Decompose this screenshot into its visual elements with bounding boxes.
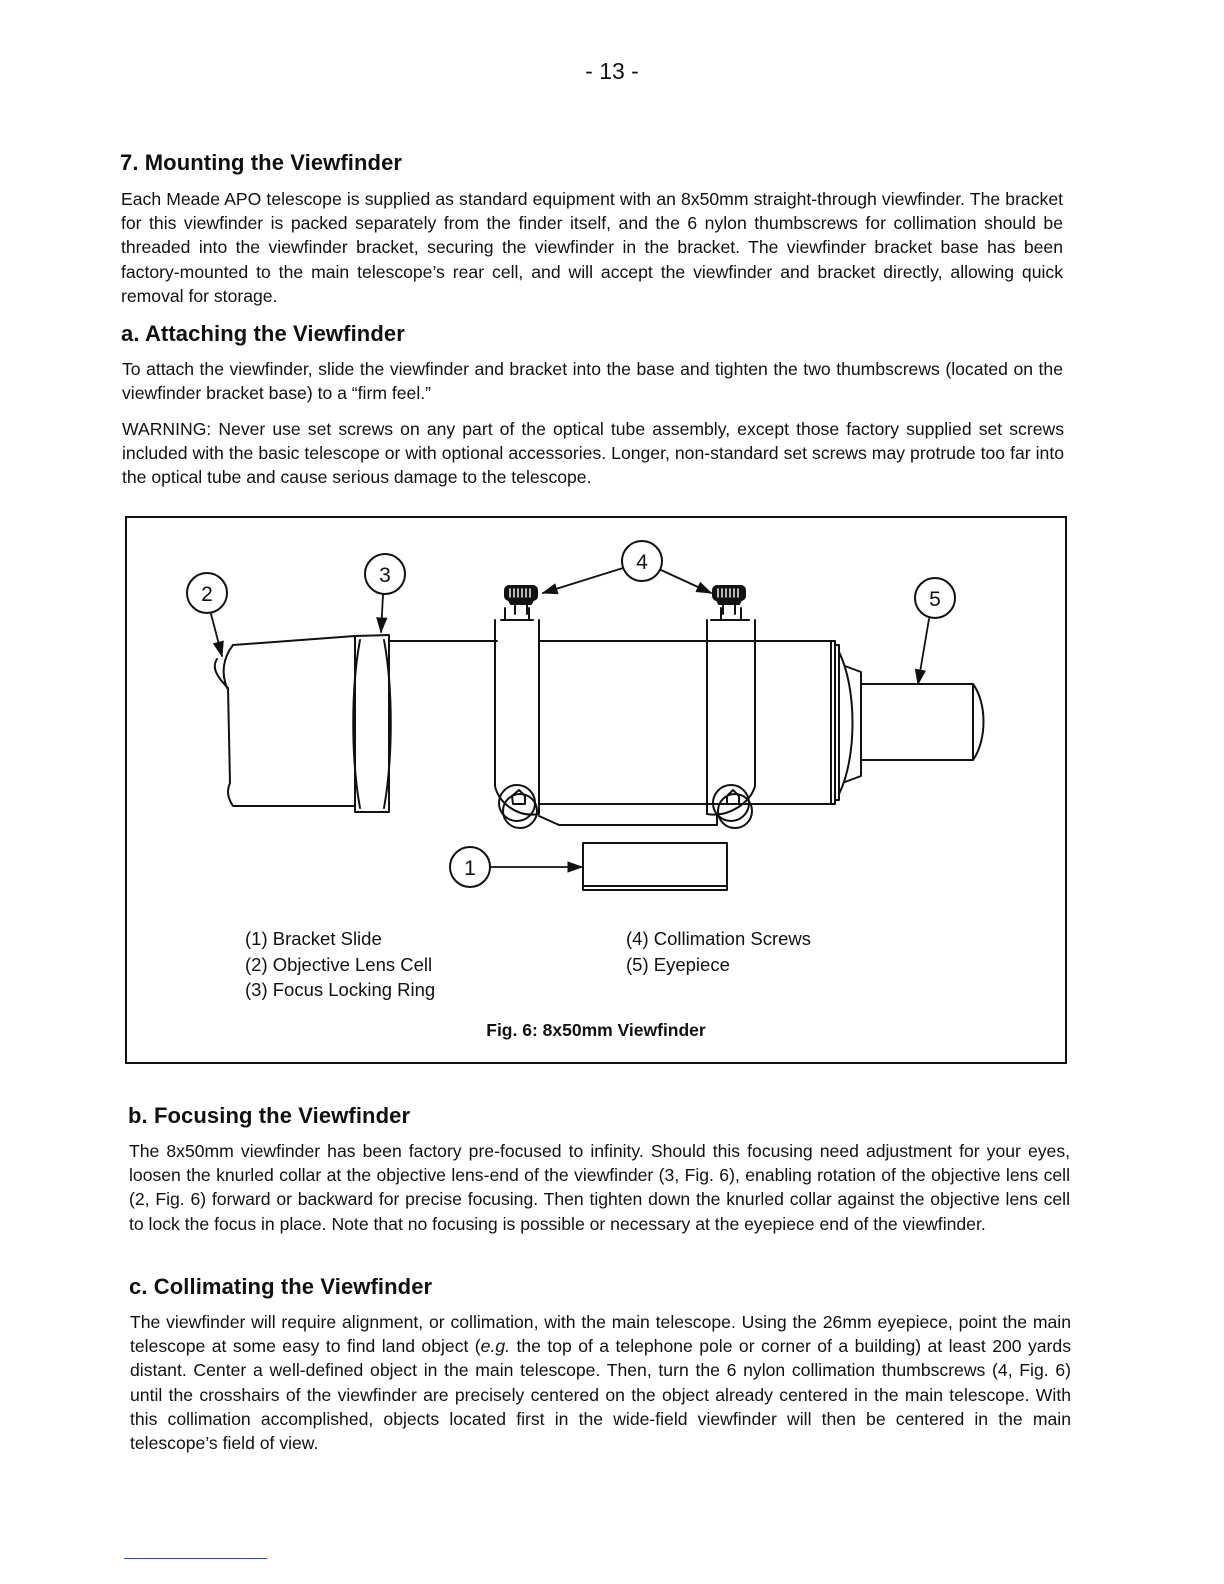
figure-caption: Fig. 6: 8x50mm Viewfinder (486, 1020, 706, 1040)
legend-item-2: (2) Objective Lens Cell (245, 953, 433, 975)
section-a-body: To attach the viewfinder, slide the viewfinder and bracket into the base and tighten the two thumbscrews (located on the viewfinder bracket base) to a “firm feel.” (122, 359, 1063, 404)
eyepiece (839, 652, 984, 794)
callout-label-1: 1 (464, 857, 476, 880)
section-c-body: The viewfinder will require alignment, or collimation, with the main telescope. Using the 26mm eyepiece, point the main telescope at some easy to find land object (e.g. the top of a telephone pole or corner of a building) at least 200 yards distant. Center a well-defined object in the main telescope. Then, turn the 6 nylon collimation thumbscrews (4, Fig. 6) until the crosshairs of the viewfinder are precisely centered on the object already centered in the main telescope. With this collimation accomplished, objects located first in the wide-field viewfinder will then be centered in the main telescope’s field of view. (130, 1312, 1071, 1454)
legend-right (626, 926, 811, 977)
viewfinder-tube (389, 641, 839, 804)
section-7-heading: 7. Mounting the Viewfinder (120, 150, 403, 175)
section-b-body: The 8x50mm viewfinder has been factory pre-focused to infinity. Should this focusing need adjustment for your eyes, loosen the knurled collar at the objective lens-end of the viewfinder (3, Fig. 6), enabling rotation of the objective lens cell (2, Fig. 6) forward or backward for precise focusing. Then tighten down the knurled collar against the objective lens cell to lock the focus in place. Note that no focusing is possible or necessary at the eyepiece end of the viewfinder. (129, 1141, 1070, 1234)
legend-item-3: (3) Focus Locking Ring (245, 979, 436, 1000)
leader-arrow-3 (381, 595, 383, 632)
figure-6-box (125, 516, 1067, 1064)
warning-text: WARNING: Never use set screws on any part of the optical tube assembly, except those factory supplied set screws included with the basic telescope or with optional accessories. Longer, non-standard set screws may protrude too far into the optical tube and cause serious damage to the telescope. (122, 419, 1064, 488)
legend-item-1: (1) Bracket Slide (245, 928, 382, 949)
legend-item-5: (5) Eyepiece (626, 953, 730, 975)
bracket-ring-left (495, 608, 539, 828)
callout-label-2: 2 (201, 583, 213, 606)
legend-item-4: (4) Collimation Screws (626, 928, 812, 949)
bracket-slide (539, 816, 727, 890)
footnote-rule (124, 1558, 267, 1559)
focus-locking-ring (353, 635, 391, 812)
leader-arrow-2 (211, 614, 222, 656)
collimation-screw-left (505, 586, 537, 614)
legend-left (245, 926, 435, 1003)
section-a-heading: a. Attaching the Viewfinder (121, 321, 405, 346)
callout-label-5: 5 (929, 588, 941, 611)
section-7-body: Each Meade APO telescope is supplied as standard equipment with an 8x50mm straight-through viewfinder. The bracket for this viewfinder is packed separately from the finder itself, and the 6 nylon thumbscrews for collimation should be threaded into the viewfinder bracket, securing the viewfinder in the bracket. The viewfinder bracket base has been factory-mounted to the main telescope’s rear cell, and will accept the viewfinder and bracket directly, allowing quick removal for storage. (121, 189, 1063, 306)
objective-lens-cell (215, 636, 355, 806)
leader-arrow-4b (661, 570, 711, 593)
callout-label-4: 4 (636, 551, 648, 574)
section-c-heading: c. Collimating the Viewfinder (129, 1274, 433, 1299)
page-number: - 13 - (585, 58, 639, 84)
leader-arrow-5 (918, 619, 929, 684)
leader-arrow-4a (543, 568, 623, 593)
section-b-heading: b. Focusing the Viewfinder (128, 1103, 411, 1128)
callout-label-3: 3 (379, 564, 391, 587)
